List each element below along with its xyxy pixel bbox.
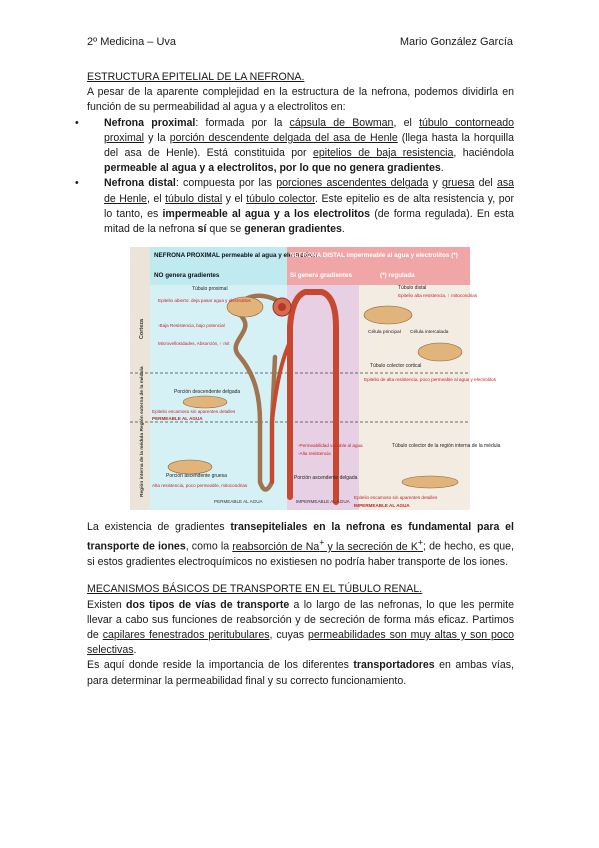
region-cortex: Corteza	[139, 319, 145, 340]
term-collector: túbulo colector	[246, 192, 316, 205]
label-flat-epithelium: Epitelio escamoso sin aparentes detalles	[152, 409, 236, 415]
label-low-resistance: -Baja Resistencia, bajo potencial	[158, 323, 225, 329]
text: y el	[222, 192, 247, 205]
term-distal: Nefrona distal	[104, 177, 176, 190]
bullet-icon: •	[75, 116, 79, 129]
label-permeable-water: PERMEABLE AL AGUA	[152, 416, 203, 422]
text: .	[133, 644, 137, 657]
label-principal-cell: Célula principal	[368, 330, 401, 336]
regulated-note: (*) regulada	[380, 272, 415, 280]
label-proximal-tubule: Túbulo proximal	[192, 286, 228, 293]
header-course: 2º Medicina – Uva	[87, 36, 177, 48]
text: del	[474, 177, 497, 190]
text: .	[341, 223, 345, 236]
header-author: Mario González García	[399, 36, 513, 48]
text: .	[440, 162, 444, 175]
proximal-subtitle: NO genera gradientes	[154, 272, 220, 280]
label-variable-permeability: -Permeabilidad variable al agua	[298, 443, 363, 449]
section-title-transport: MECANISMOS BÁSICOS DE TRANSPORTE EN EL TÚBULO RENAL.	[87, 583, 423, 596]
term-capillaries: capilares fenestrados peritubulares	[102, 628, 270, 641]
label-inner-collector: Túbulo colector de la región interna de la médula	[392, 443, 501, 450]
emphasis: permeable al agua y a electrolitos, por lo que no genera gradientes	[104, 162, 441, 175]
term-tcp: túbulo contorneado proximal	[104, 116, 515, 144]
term-henle-desc: porción descendente delgada del asa de Henle	[169, 131, 398, 144]
term-distal-tubule: túbulo distal	[165, 192, 223, 205]
text: : formada por la	[195, 116, 290, 129]
label-distal-tubule: Túbulo distal	[398, 285, 427, 292]
emphasis: generan gradientes	[244, 223, 342, 236]
cortical-collector-epithelium-icon	[418, 343, 462, 361]
label-thick-ascending: Porción ascendente gruesa	[166, 473, 227, 480]
text: y la	[144, 131, 170, 144]
document-body	[75, 70, 515, 689]
inner-collector-epithelium-icon	[402, 476, 458, 488]
region-outer-medulla: Región externa de la médula	[140, 366, 145, 432]
intro-paragraph: A pesar de la aparente complejidad en la estructura de la nefrona, podemos dividirla en función de su permeabilidad al agua y a electrolitos en:	[87, 86, 514, 114]
text: en ambas vías, para determinar la permeabilidad final y su correcto funcionamiento.	[87, 659, 514, 687]
region-inner-medulla: Región interna de la médula	[140, 433, 145, 498]
gradients-paragraph	[87, 520, 514, 570]
text: y	[428, 177, 443, 190]
emphasis: impermeable al agua y a los electrolitos	[162, 207, 371, 220]
proximal-title: NEFRONA PROXIMAL permeable al agua y electrolitos	[154, 252, 318, 260]
term-permeabilities: permeabilidades son muy altas y son poco selectivas	[87, 628, 515, 657]
text: reabsorción de Na	[232, 540, 320, 553]
text: que se	[206, 223, 245, 236]
glomerulus-core-icon	[278, 303, 286, 311]
transport-paragraph	[87, 598, 514, 659]
nephron-list	[75, 116, 515, 238]
term-low-res: epitelios de baja resistencia	[312, 147, 454, 160]
text: . Este epitelio es de alta resistencia y, por lo tanto, es	[104, 192, 515, 220]
text: La existencia de gradientes	[87, 521, 231, 534]
term-proximal: Nefrona proximal	[104, 116, 196, 129]
emphasis: transportadores	[353, 659, 435, 672]
label-intercalated-cell: Célula intercalada	[410, 330, 449, 336]
label-distal-epithelium: Epitelio alta resistencia, ↑ mitocondrias	[398, 293, 478, 299]
section-title-epithelial: ESTRUCTURA EPITELIAL DE LA NEFRONA.	[87, 71, 305, 83]
text: , cuyas	[269, 628, 308, 641]
label-thick-epithelium: Alta resistencia, poco permeable, mitocondrias	[152, 483, 248, 489]
term-asc-thin: porciones ascendentes delgada	[276, 177, 429, 190]
thin-desc-epithelium-icon	[183, 396, 227, 408]
text: (de forma regulada). En esta mitad de la nefrona	[104, 207, 514, 236]
superscript: +	[417, 537, 424, 548]
term-asc-thick: gruesa	[442, 177, 475, 190]
emphasis: sí	[197, 223, 207, 236]
label-microvilli: Microvellosidades, Absorción, ↑ mit	[158, 341, 230, 347]
label-proximal-epithelium: Epitelio abierto: deja pasar agua y electrolitos	[158, 298, 251, 304]
list-item-proximal	[75, 116, 515, 177]
list-item-distal	[75, 176, 515, 237]
term-bowman: cápsula de Bowman	[289, 116, 394, 129]
nephron-diagram	[130, 247, 501, 510]
text: Existen	[87, 598, 127, 611]
label-impermeable-water: IMPERMEABLE AL AGUA	[354, 503, 410, 509]
bottom-permeable: PERMEABLE AL AGUA	[214, 499, 263, 505]
distal-column	[287, 247, 359, 510]
text: , el	[146, 192, 166, 205]
text: (llega hasta la horquilla del asa de Henle). Está constituida por	[104, 131, 514, 160]
text: : compuesta por las	[175, 177, 277, 190]
distal-title: NEFRONA DISTAL impermeable al agua y electrolitos (*)	[290, 252, 458, 260]
bottom-impermeable: IMPERMEABLE AL AGUA	[296, 499, 350, 505]
term-henle: asa de Henle	[104, 177, 515, 205]
label-flat-epithelium-2: Epitelio escamoso sin aparentes detalles	[354, 495, 438, 501]
distal-subtitle: Sí genera gradientes	[290, 272, 352, 280]
transporters-paragraph	[87, 658, 514, 688]
term-na-reabsorption	[232, 537, 424, 553]
text: , haciéndola	[453, 147, 514, 160]
thick-asc-epithelium-icon	[168, 460, 212, 474]
emphasis: dos tipos de vías de transporte	[126, 598, 290, 611]
distal-epithelium-icon	[364, 306, 412, 324]
text: a lo largo de las nefronas, lo que les permite llevar a cabo sus funciones de reabsorción y de secreción de forma más eficaz. Partimos de	[87, 598, 514, 641]
label-thin-ascending: Porción ascendente delgada	[294, 475, 358, 482]
text: ; de hecho, es que, si estos gradientes electroquímicos no existiesen no podría haber transporte de los iones.	[87, 540, 514, 569]
label-thin-descending: Porción descendente delgada	[174, 389, 241, 396]
bullet-icon: •	[75, 177, 79, 190]
emphasis: transepiteliales en la nefrona es fundamental para el transporte de iones	[87, 521, 514, 553]
nephron-figure	[130, 247, 501, 510]
text: y la secreción de K	[324, 540, 418, 553]
label-cortical-collector: Túbulo colector cortical	[370, 363, 422, 370]
text: , como la	[185, 540, 233, 553]
superscript: +	[319, 537, 325, 548]
label-high-resistance: -Alta resistencia	[298, 451, 331, 457]
label-high-res-epithelium: Epitelio de alta resistencia, poco permeable al agua y electrolitos	[364, 377, 497, 383]
text: , el	[393, 116, 420, 129]
text: Es aquí donde reside la importancia de los diferentes	[87, 659, 354, 672]
